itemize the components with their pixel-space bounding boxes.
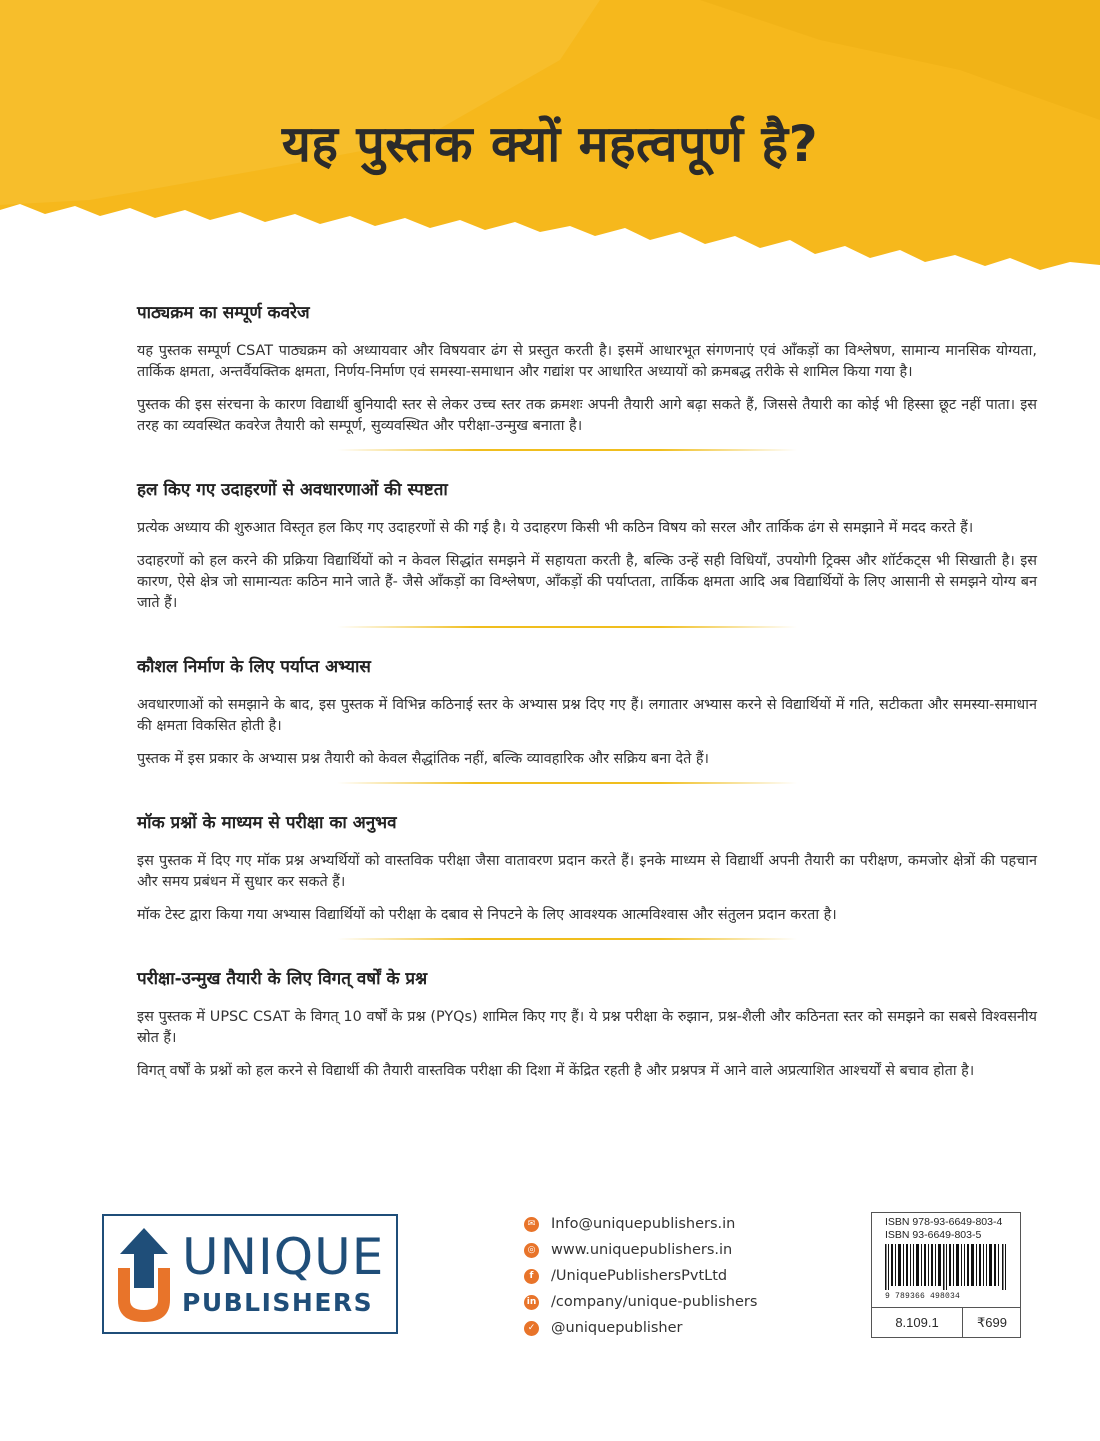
paragraph: अवधारणाओं को समझाने के बाद, इस पुस्तक में विभिन्न कठिनाई स्तर के अभ्यास प्रश्न दिए गए हैं। लगातार अभ्यास करने से विद्यार्थियों में गति, सटीकता और समस्या-समाधान की क्षमता विकसित होती है। — [137, 697, 1037, 734]
section-practice — [137, 654, 1037, 784]
classification-number: 8.109.1 — [872, 1308, 963, 1338]
web-icon: ◎ — [524, 1243, 539, 1258]
email-icon: ✉ — [524, 1217, 539, 1232]
barcode-image — [885, 1244, 1009, 1290]
contact-website[interactable] — [524, 1237, 844, 1263]
paragraph: विगत् वर्षों के प्रश्नों को हल करने से विद्यार्थी की तैयारी वास्तविक परीक्षा की दिशा में केंद्रित रहती है और प्रश्नपत्र में आने वाले अप्रत्याशित आश्चर्यों से बचाव होता है। — [137, 1063, 975, 1079]
price-row — [872, 1307, 1020, 1338]
contact-facebook[interactable] — [524, 1263, 844, 1289]
isbn-10: ISBN 93-6649-803-5 — [885, 1229, 982, 1241]
paragraph: इस पुस्तक में UPSC CSAT के विगत् 10 वर्षों के प्रश्न (PYQs) शामिल किए गए हैं। ये प्रश्न परीक्षा के रुझान, प्रश्न-शैली और कठिनता स्तर को समझने का सबसे विश्वसनीय स्रोत हैं। — [137, 1009, 1037, 1046]
logo-wordmark: UNIQUE — [182, 1228, 385, 1286]
header-banner — [0, 0, 1100, 300]
paragraph: मॉक टेस्ट द्वारा किया गया अभ्यास विद्यार्थियों को परीक्षा के दबाव से निपटने के लिए आवश्यक आत्मविश्वास और संतुलन प्रदान करता है। — [137, 907, 837, 923]
logo-subtitle: PUBLISHERS — [182, 1288, 374, 1317]
contact-text: @uniquepublisher — [551, 1320, 683, 1336]
paragraph: पुस्तक में इस प्रकार के अभ्यास प्रश्न तैयारी को केवल सैद्धांतिक नहीं, बल्कि व्यावहारिक और सक्रिय बना देते हैं। — [137, 751, 710, 767]
page-title: यह पुस्तक क्यों महत्वपूर्ण है? — [281, 115, 819, 173]
section-divider — [337, 938, 797, 940]
contact-list — [524, 1211, 844, 1341]
facebook-icon: f — [524, 1269, 539, 1284]
section-mock-questions — [137, 810, 1037, 940]
section-heading: परीक्षा-उन्मुख तैयारी के लिए विगत् वर्षों के प्रश्न — [137, 969, 428, 989]
contact-twitter[interactable] — [524, 1315, 844, 1341]
contact-text: Info@uniquepublishers.in — [551, 1216, 736, 1232]
content-area — [137, 300, 1037, 1094]
contact-text: /UniquePublishersPvtLtd — [551, 1268, 728, 1284]
paragraph: पुस्तक की इस संरचना के कारण विद्यार्थी बुनियादी स्तर से लेकर उच्च स्तर तक क्रमशः अपनी तैयारी आगे बढ़ा सकते हैं, जिससे तैयारी का कोई भी हिस्सा छूट नहीं पाता। इस तरह का व्यवस्थित कवरेज तैयारी को सम्पूर्ण, सुव्यवस्थित और परीक्षा-उन्मुख बनाता है। — [137, 397, 1037, 434]
paragraph: इस पुस्तक में दिए गए मॉक प्रश्न अभ्यर्थियों को वास्तविक परीक्षा जैसा वातावरण प्रदान करते हैं। इनके माध्यम से विद्यार्थी अपनी तैयारी का परीक्षण, कमजोर क्षेत्रों की पहचान और समय प्रबंधन में सुधार कर सकते हैं। — [137, 853, 1037, 890]
section-divider — [337, 449, 797, 451]
paragraph: उदाहरणों को हल करने की प्रक्रिया विद्यार्थियों को न केवल सिद्धांत समझने में सहायता करती है, बल्कि उन्हें सही विधियाँ, उपयोगी ट्रिक्स और शॉर्टकट्स भी सिखाती है। इस कारण, ऐसे क्षेत्र जो सामान्यतः कठिन माने जाते हैं- जैसे आँकड़ों का विश्लेषण, आँकड़ों की पर्याप्तता, तार्किक क्षमता आदि अब विद्यार्थियों के लिए आसानी से समझने योग्य बन जाते हैं। — [137, 553, 1037, 611]
footer — [0, 1205, 1100, 1345]
section-previous-year-questions — [137, 966, 1037, 1082]
contact-email[interactable] — [524, 1211, 844, 1237]
paragraph: यह पुस्तक सम्पूर्ण CSAT पाठ्यक्रम को अध्यायवार और विषयवार ढंग से प्रस्तुत करती है। इसमें आधारभूत संगणनाएं एवं आँकड़ों का विश्लेषण, सामान्य मानसिक योग्यता, तार्किक क्षमता, अन्तर्वैयक्तिक क्षमता, निर्णय-निर्माण एवं समस्या-समाधान और गद्यांश पर आधारित अध्यायों को क्रमबद्ध तरीके से शामिल किया गया है। — [137, 343, 1037, 380]
price: ₹699 — [977, 1315, 1007, 1330]
logo-u-arrow-icon — [114, 1228, 174, 1324]
section-heading: मॉक प्रश्नों के माध्यम से परीक्षा का अनुभव — [137, 813, 397, 833]
publisher-logo — [102, 1214, 398, 1334]
paragraph: प्रत्येक अध्याय की शुरुआत विस्तृत हल किए गए उदाहरणों से की गई है। ये उदाहरण किसी भी कठिन विषय को सरल और तार्किक ढंग से समझाने में मदद करते हैं। — [137, 520, 974, 536]
section-solved-examples — [137, 477, 1037, 628]
section-divider — [337, 782, 797, 784]
section-heading: पाठ्यक्रम का सम्पूर्ण कवरेज — [137, 303, 310, 323]
isbn-barcode-block — [871, 1212, 1021, 1338]
isbn-13: ISBN 978-93-6649-803-4 — [885, 1216, 1003, 1228]
section-syllabus-coverage — [137, 300, 1037, 451]
barcode-digits: 9 789366 498034 — [885, 1292, 961, 1301]
section-heading: हल किए गए उदाहरणों से अवधारणाओं की स्पष्टता — [137, 480, 448, 500]
twitter-icon: ✓ — [524, 1321, 539, 1336]
section-divider — [337, 626, 797, 628]
linkedin-icon: in — [524, 1295, 539, 1310]
contact-text: www.uniquepublishers.in — [551, 1242, 733, 1258]
section-heading: कौशल निर्माण के लिए पर्याप्त अभ्यास — [137, 657, 371, 677]
contact-text: /company/unique-publishers — [551, 1294, 758, 1310]
contact-linkedin[interactable] — [524, 1289, 844, 1315]
